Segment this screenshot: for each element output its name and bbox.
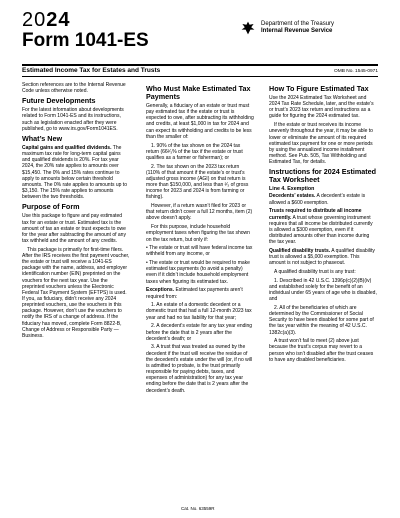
trusts-distribute-body: A trust whose governing instrument requires that all income be distributed currently is allowed a $300 exemption, even if it distributed amounts other than income during the tax year. bbox=[269, 214, 373, 246]
intro-text: Section references are to the Internal Revenue Code unless otherwise noted. bbox=[22, 82, 126, 95]
whats-new-text bbox=[22, 145, 130, 200]
qualified-disability-item-2: 2. All of the beneficiaries of which are determined by the Commissioner of Social Security to have been disabled for some part of the tax year within the meaning of 42 U.S.C. 1382c(a)(3). bbox=[269, 304, 374, 336]
capital-gains-label: Capital gains and qualified dividends. bbox=[22, 144, 112, 151]
who-bullet-2: • The estate or trust would be required to make estimated tax payments (to avoid a penalty) even if it didn’t include household employment taxes when figuring its estimated tax. bbox=[146, 260, 250, 285]
capital-gains-text: The maximum tax rate for long-term capital gains and qualified dividends is 20%. For tax year 2024, the 20% rate applies to amounts over $15,450. The 0% and 15% rates continue to apply to amounts below certain threshold amounts. The 0% rate applies to amounts up to $3,150. The 15% rate applies to amounts between the two thresholds. bbox=[22, 144, 127, 201]
heading-worksheet-instructions: Instructions for 2024 Estimated Tax Worksheet bbox=[269, 167, 377, 185]
heading-line-4: Line 4. Exemption bbox=[269, 186, 315, 193]
agency-department: Department of the Treasury bbox=[261, 21, 335, 27]
form-header bbox=[22, 10, 378, 62]
catalog-number: Cat. No. 63559R bbox=[181, 506, 215, 511]
title-bar bbox=[22, 64, 378, 77]
column-3 bbox=[269, 82, 377, 366]
heading-purpose-of-form: Purpose of Form bbox=[22, 202, 80, 212]
qualified-disability-item-1: 1. Described in 42 U.S.C. 1396p(c)(2)(B)(iv) and established solely for the benefit of an individual under 65 years of age who is disabled, and bbox=[269, 277, 377, 303]
exceptions-text bbox=[146, 287, 254, 299]
agency-irs: Internal Revenue Service bbox=[261, 28, 333, 34]
decedents-estates-label: Decedents’ estates. bbox=[269, 193, 316, 200]
who-text-5: For this purpose, include household employment taxes when figuring the tax shown on the tax return, but only if: bbox=[146, 224, 250, 243]
heading-how-to-figure: How To Figure Estimated Tax bbox=[269, 84, 369, 93]
qualified-disability-text-2: A qualified disability trust is any trust: bbox=[274, 268, 356, 275]
tax-year bbox=[22, 10, 71, 30]
qualified-disability-label: Qualified disability trusts. bbox=[269, 247, 331, 254]
exceptions-label: Exceptions. bbox=[146, 287, 175, 294]
tax-year-prefix: 20 bbox=[22, 9, 47, 31]
heading-whats-new: What’s New bbox=[22, 133, 63, 143]
qualified-disability-text bbox=[269, 248, 377, 266]
how-text-1: Use the 2024 Estimated Tax Worksheet and 2024 Tax Rate Schedule, later, and the estate’s or trust’s 2023 tax return and instructions as a guide for figuring the 2024 estimated tax. bbox=[269, 95, 374, 120]
qualified-disability-body: A qualified disability trust is allowed a $5,000 exemption. This amount is not subject to phaseout. bbox=[269, 247, 375, 267]
tax-year-suffix: 24 bbox=[46, 9, 71, 31]
exception-3: 3. A trust that was treated as owned by the decedent if the trust will receive the residue of the decedent’s estate under the will (or, if no will is admitted to probate, is the trust primarily responsible for paying debts, taxes, and expenses of administration) for any tax year ending before the date that is 2 years after the decedent’s death. bbox=[146, 344, 253, 394]
who-text-4: However, if a return wasn’t filed for 2023 or that return didn’t cover a full 12 months, item (2) above doesn’t apply. bbox=[146, 203, 253, 222]
exceptions-intro: Estimated tax payments aren’t required from: bbox=[146, 287, 243, 300]
trusts-distribute-label: Trusts required to distribute all income currently. bbox=[269, 208, 362, 221]
who-bullet-1: • The estate or trust will have federal income tax withheld from any income, or bbox=[146, 245, 253, 258]
heading-who-must-pay: Who Must Make Estimated Tax Payments bbox=[146, 84, 251, 101]
decedents-estates-text bbox=[269, 193, 377, 205]
column-2 bbox=[146, 82, 254, 396]
heading-future-developments: Future Developments bbox=[22, 96, 96, 106]
future-developments-text: For the latest information about developments related to Form 1041-ES and its instructions, such as legislation enacted after they were published, go to www.irs.gov/Form1041ES. bbox=[22, 107, 124, 132]
decedents-estates-body: A decedent’s estate is allowed a $600 exemption. bbox=[269, 193, 366, 206]
how-text-2: If the estate or trust receives its income unevenly throughout the year, it may be able to lower or eliminate the amount of its required estimated tax payment for one or more periods by using the annualized income installment method. See Pub. 505, Tax Withholding and Estimated Tax, for details. bbox=[269, 122, 373, 166]
exception-2: 2. A decedent’s estate for any tax year ending before the date that is 2 years after the decedent’s death; or bbox=[146, 323, 253, 342]
purpose-text-2: This package is primarily for first-time filers. After the IRS receives the first payment voucher, the estate or trust will receive a 1041-ES package with the name, address, and employer identification number (EIN) preprinted on the vouchers for the next tax year. Use the preprinted vouchers unless the Electronic Federal Tax Payment System (EFTPS) is used. If you, as fiduciary, didn’t receive any 2024 preprinted vouchers, use the vouchers in this package. However, don’t use the vouchers to notify the IRS of a change of address. If the fiduciary has moved, complete Form 8822-B, Change of Address or Responsible Party — Business. bbox=[22, 246, 130, 339]
exception-1: 1. An estate of a domestic decedent or a domestic trust that had a full 12-month 2023 tax year and had no tax liability for that year; bbox=[146, 302, 252, 321]
column-1 bbox=[22, 82, 130, 342]
agency-block bbox=[240, 20, 334, 36]
who-text-2: 1. 90% of the tax shown on the 2024 tax return (66²⁄₃% of the tax if the estate or trust qualifies as a farmer or fisherman); or bbox=[146, 142, 243, 161]
qualified-disability-text-3: A trust won’t fail to meet (2) above just because the trust’s corpus may revert to a person who isn’t disabled after the trust ceases to have any disabled beneficiaries. bbox=[269, 338, 374, 363]
form-number: Form 1041-ES bbox=[22, 30, 149, 51]
trusts-distribute-text bbox=[269, 208, 377, 245]
omb-number: OMB No. 1545-0971 bbox=[334, 68, 378, 74]
treasury-eagle-icon bbox=[240, 20, 256, 36]
form-title: Estimated Income Tax for Estates and Trusts bbox=[22, 67, 161, 74]
who-text-1: Generally, a fiduciary of an estate or trust must pay estimated tax if the estate or trust is expected to owe, after subtracting its withholding and credits, at least $1,000 in tax for 2024 and can expect its withholding and credits to be less than the smaller of: bbox=[146, 103, 254, 140]
purpose-text-1: Use this package to figure and pay estimated tax for an estate or trust. Estimated tax is the amount of tax an estate or trust expects to owe for the year after subtracting the amount of any tax withheld and the amount of any credits. bbox=[22, 213, 126, 244]
who-text-3: 2. The tax shown on the 2023 tax return (110% of that amount if the estate’s or trust’s adjusted gross income (AGI) on that return is more than $150,000, and less than ²⁄₃ of gross income for 2023 and 2024 is from farming or fishing). bbox=[146, 163, 249, 201]
